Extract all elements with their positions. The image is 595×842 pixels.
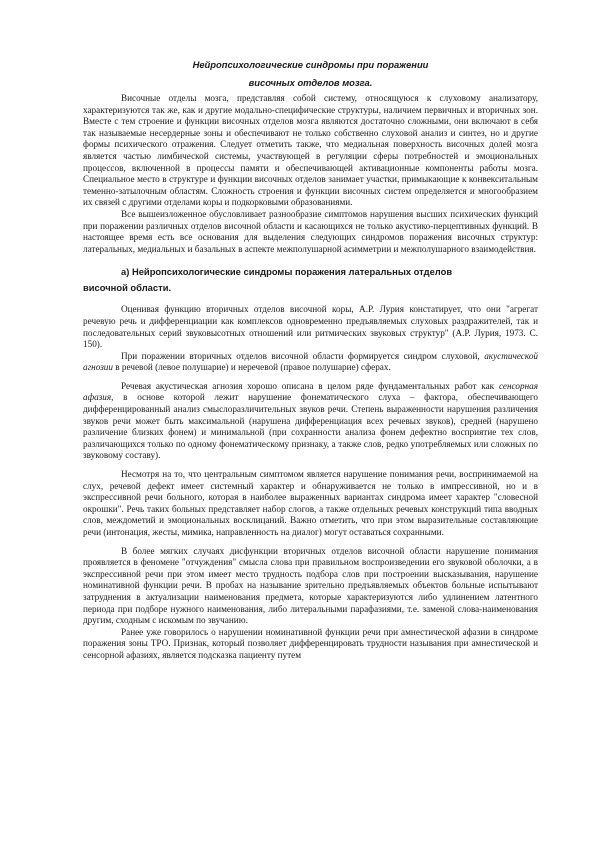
section-heading xyxy=(83,264,538,296)
section-heading-line-1: а) Нейропсихологические синдромы поражения латеральных отделов xyxy=(121,266,453,278)
paragraph-sensory-aphasia xyxy=(83,381,538,462)
intro-paragraph-1: Височные отделы мозга, представляя собой систему, относящуюся к слуховому анализатору, характеризуются так же, как и другие модально-специфические структуры, наличием первичных и вторичных зон. Вместе с тем строение и функции височных отделов мозга являются достаточно сложными, они включают в себя так называемые несердерные зоны и обеспечивают не только собственно слуховой анализ и синтез, но и другие формы психического отражения. Следует отметить также, что медиальная поверхность височных долей мозга является частью лимбической системы, участвующей в регуляции сферы потребностей и эмоциональных процессов, включенной в процессы памяти и обеспечивающей активационные компоненты работы мозга. Специальное место в структуре и функции височных отделов занимает участки, примыкающие к конвекситальным теменно-затылочным областям. Сложность строения и функции височных систем определяется и многообразием их связей с другими отделами коры и подкорковыми образованиями. xyxy=(83,93,538,208)
paragraph-text: Речевая акустическая агнозия хорошо описана в целом ряде фундаментальных работ как xyxy=(121,380,495,391)
paragraph-text: в речевой (левое полушарие) и неречевой (правое полушарие) сферах. xyxy=(115,362,391,373)
paragraph-nominative-function: Ранее уже говорилось о нарушении номинативной функции речи при амнестической афазии в синдроме поражения зоны ТРО. Признак, который позволяет дифференцировать трудности называния при амнестической и сенсорной афазиях, является подсказка пациенту путем xyxy=(83,626,538,660)
title-line-1: Нейропсихологические синдромы при поражении xyxy=(192,59,429,70)
paragraph-luria-quote: Оценивая функцию вторичных отделов височной коры, А.Р. Лурия констатирует, что они "агрегат речевую речь и дифференциации как комплексов одновременно предъявляемых слуховых раздражителей, так и последовательных серий звуковысотных отношений или ритмических звуковых структур" (А.Р. Лурия, 1973. С. 150). xyxy=(83,304,538,350)
title-line-2: височных отделов мозга. xyxy=(248,77,373,88)
section-heading-line-2: височной области. xyxy=(83,282,172,294)
term-acoustic-agnosia: акустической агнозии xyxy=(83,350,539,373)
term-sensory-aphasia: сенсорная афазия xyxy=(83,380,538,403)
paragraph-text: , в основе которой лежит нарушение фонематического слуха – фактора, обеспечивающего дифференцированный анализ смыслоразличительных звуков речи. Степень выраженности нарушения различения звуков речи может быть максимальной (нарушена дифференциация всех речевых звуков), средней (нарушено различение близких фонем) и минимальной (при сохранности анализа фонем дефектно восприятие тех слов, различающихся только по одному фонематическому признаку, а также слов, редко употребляемых или сложных по звуковому составу). xyxy=(83,392,538,461)
paragraph-mild-cases: В более мягких случаях дисфункции вторичных отделов височной области нарушение понимания проявляется в феномене "отчуждения" смысла слова при правильном воспроизведении его звуковой оболочки, а в экспрессивной речи при этом имеет место трудность подбора слов при построении высказывания, нарушение номинативной функции речи. В пробах на называние зрительно предъявляемых объектов больные испытывают затруднения в актуализации наименования предмета, которые характеризуются либо удлинением латентного периода при подборе нужного наименования, либо литеральными парафазиями, т.е. заменой слова-наименования другим, сходным с искомым по звучанию. xyxy=(83,545,538,626)
intro-paragraph-2: Все вышеизложенное обусловливает разнообразие симптомов нарушения высших психических функций при поражении различных отделов височной области и касающихся не только акустико-перцептивных функций. В настоящее время есть все основания для выделения следующих синдромов поражения височных структур: латеральных, медиальных и базальных в аспекте межполушарной асимметрии и межполушарного взаимодействия. xyxy=(83,208,538,254)
document-title xyxy=(83,56,538,92)
paragraph-speech-defect: Несмотря на то, что центральным симптомом является нарушение понимания речи, воспринимаемой на слух, речевой дефект имеет системный характер и обнаруживается не только в импрессивной, но и в экспрессивной речи больного, которая в наиболее выраженных вариантах синдрома имеет характер "словесной окрошки". Речь таких больных представляет набор слогов, а также отдельных речевых конструкций типа вводных слов, междометий и эмоциональных восклицаний. Важно отметить, что при этом выразительные составляющие речи (интонация, жесты, мимика, направленность на диалог) могут оставаться сохранными. xyxy=(83,469,538,537)
paragraph-text: При поражении вторичных отделов височной области формируется синдром слуховой, xyxy=(121,350,480,361)
paragraph-acoustic-agnosia xyxy=(83,351,538,374)
